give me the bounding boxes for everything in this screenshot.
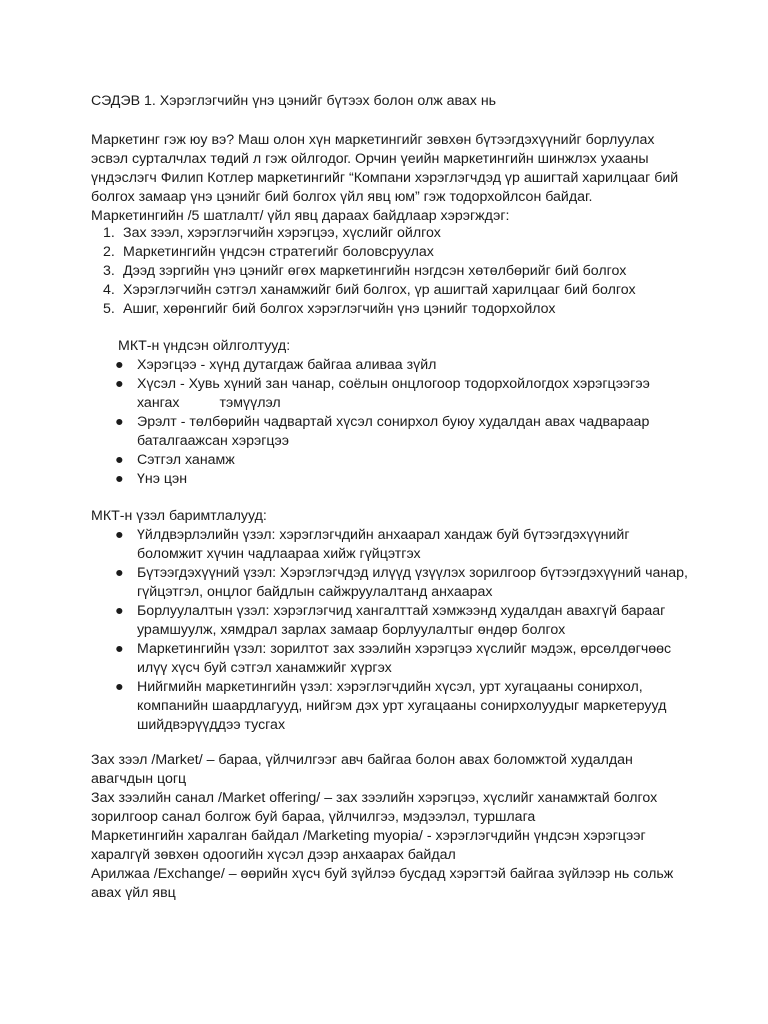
- bullet-icon: ●: [115, 603, 124, 619]
- bullet-icon: ●: [115, 679, 124, 695]
- step-number: 4.: [103, 282, 115, 298]
- concepts-list: [91, 356, 691, 489]
- definition-line: Маркетингийн харалган байдал /Marketing myopia/ - хэрэглэгчдийн үндсэн хэрэгцээг: [91, 828, 646, 844]
- definitions-block: [91, 751, 691, 903]
- concept-item: [91, 451, 691, 470]
- intro-line: эсвэл сурталчлах төдий л гэж ойлгодог. Орчин үеийн маркетингийн шинжлэх ухааны: [91, 151, 649, 167]
- step-item: [91, 224, 636, 243]
- bullet-icon: ●: [115, 414, 124, 430]
- concept-line: Хэрэгцээ - хүнд дутагдаж байгаа аливаа зүйл: [137, 357, 437, 373]
- bullet-icon: ●: [115, 452, 124, 468]
- step-number: 3.: [103, 263, 115, 279]
- bullet-icon: ●: [115, 376, 124, 392]
- bullet-icon: ●: [115, 471, 124, 487]
- concept-line: баталгаажсан хэрэгцээ: [137, 433, 290, 449]
- step-text: Ашиг, хөрөнгийг бий болгох хэрэглэгчийн үнэ цэнийг тодорхойлох: [123, 301, 556, 317]
- principle-line: гүйцэтгэл, онцлог байдлын сайжруулалтанд анхаарах: [137, 584, 493, 600]
- marketing-steps-list: [91, 224, 636, 319]
- concept-word: тэмүүлэл: [219, 395, 281, 411]
- bullet-icon: ●: [115, 565, 124, 581]
- step-item: [91, 300, 636, 319]
- step-number: 2.: [103, 244, 115, 260]
- definition-line: Зах зээл /Market/ – бараа, үйлчилгээг авч байгаа болон авах боломжтой худалдан: [91, 752, 633, 768]
- definition-line: Арилжаа /Exchange/ – өөрийн хүсч буй зүйлээ бусдад хэрэгтэй байгаа зүйлээр нь сольж: [91, 866, 674, 882]
- concept-line: Хүсэл - Хувь хүний зан чанар, соёлын онцлогоор тодорхойлогдох хэрэгцээгээ: [137, 376, 650, 392]
- principle-item: [91, 640, 691, 678]
- definition-line: Зах зээлийн санал /Market offering/ – зах зээлийн хэрэгцээ, хүслийг ханамжтай болгох: [91, 790, 658, 806]
- principle-line: боломжит хүчин чадлаараа хийж гүйцэтгэх: [137, 546, 421, 562]
- concept-item: [91, 470, 691, 489]
- concept-word: хангах: [137, 395, 180, 411]
- principle-line: Маркетингийн үзэл: зорилтот зах зээлийн хэрэгцээ хүслийг мэдэж, өрсөлдөгчөөс: [137, 641, 672, 657]
- principle-line: илүү хүсч буй сэтгэл ханамжийг хүргэх: [137, 660, 392, 676]
- step-item: [91, 243, 636, 262]
- concept-line: Эрэлт - төлбөрийн чадвартай хүсэл сонирхол буюу худалдан авах чадвараар: [137, 414, 650, 430]
- principle-line: Үйлдвэрлэлийн үзэл: хэрэглэгчдийн анхаарал хандаж буй бүтээгдэхүүнийг: [137, 527, 630, 543]
- definition-line: харалгүй зөвхөн одоогийн хүсэл дээр анхаарах байдал: [91, 847, 456, 863]
- intro-line: үндэслэгч Филип Котлер маркетингийг “Компани хэрэглэгчдэд үр ашигтай харилцааг бий: [91, 170, 679, 186]
- intro-line: Маркетингийн /5 шатлалт/ үйл явц дараах байдлаар хэрэгждэг:: [91, 208, 510, 224]
- concept-line: Сэтгэл ханамж: [137, 452, 235, 468]
- concept-item: [91, 375, 691, 413]
- intro-line: Маркетинг гэж юу вэ? Маш олон хүн маркетингийг зөвхөн бүтээгдэхүүнийг борлуулах: [91, 132, 655, 148]
- step-text: Хэрэглэгчийн сэтгэл ханамжийг бий болгох, үр ашигтай харилцааг бий болгох: [123, 282, 636, 298]
- step-text: Зах зээл, хэрэглэгчийн хэрэгцээ, хүслийг ойлгох: [123, 225, 441, 241]
- document-title: СЭДЭВ 1. Хэрэглэгчийн үнэ цэнийг бүтээх болон олж авах нь: [91, 93, 497, 109]
- step-number: 5.: [103, 301, 115, 317]
- principle-item: [91, 602, 691, 640]
- principle-item: [91, 678, 691, 735]
- bullet-icon: ●: [115, 641, 124, 657]
- step-item: [91, 281, 636, 300]
- definition-line: зорилгоор санал болгож буй бараа, үйлчилгээ, мэдээлэл, туршлага: [91, 809, 536, 825]
- concepts-heading: МКТ-н үндсэн ойлголтууд:: [118, 338, 291, 354]
- concept-line: Үнэ цэн: [137, 471, 188, 487]
- definition-line: авах үйл явц: [91, 885, 176, 901]
- concept-item: [91, 413, 691, 451]
- principles-list: [91, 526, 691, 735]
- principle-line: шийдвэрүүддээ тусгах: [137, 717, 286, 733]
- step-text: Маркетингийн үндсэн стратегийг боловсруулах: [123, 244, 434, 260]
- bullet-icon: ●: [115, 357, 124, 373]
- concept-item: [91, 356, 691, 375]
- principles-heading: МКТ-н үзэл баримтлалууд:: [91, 508, 267, 524]
- principle-line: Борлуулалтын үзэл: хэрэглэгчид хангалттай хэмжээнд худалдан авахгүй барааг: [137, 603, 666, 619]
- principle-line: Нийгмийн маркетингийн үзэл: хэрэглэгчдийн хүсэл, урт хугацааны сонирхол,: [137, 679, 643, 695]
- intro-line: болгох замаар үнэ цэнийг бий болгох үйл явц юм” гэж тодорхойлсон байдаг.: [91, 189, 593, 205]
- principle-line: компанийн шаардлагууд, нийгэм дэх урт хугацааны сонирхолуудыг маркетерууд: [137, 698, 667, 714]
- principle-item: [91, 526, 691, 564]
- bullet-icon: ●: [115, 527, 124, 543]
- principle-line: урамшуулж, хямдрал зарлах замаар борлуулалтыг өндөр болгох: [137, 622, 566, 638]
- principle-line: Бүтээгдэхүүний үзэл: Хэрэглэгчдэд илүүд үзүүлэх зорилгоор бүтээгдэхүүний чанар,: [137, 565, 688, 581]
- principle-item: [91, 564, 691, 602]
- step-number: 1.: [103, 225, 115, 241]
- step-item: [91, 262, 636, 281]
- concept-line: [137, 394, 691, 413]
- definition-line: авагчдын цогц: [91, 771, 187, 787]
- step-text: Дээд зэргийн үнэ цэнийг өгөх маркетингийн нэгдсэн хөтөлбөрийг бий болгох: [123, 263, 627, 279]
- intro-paragraph: [91, 131, 691, 226]
